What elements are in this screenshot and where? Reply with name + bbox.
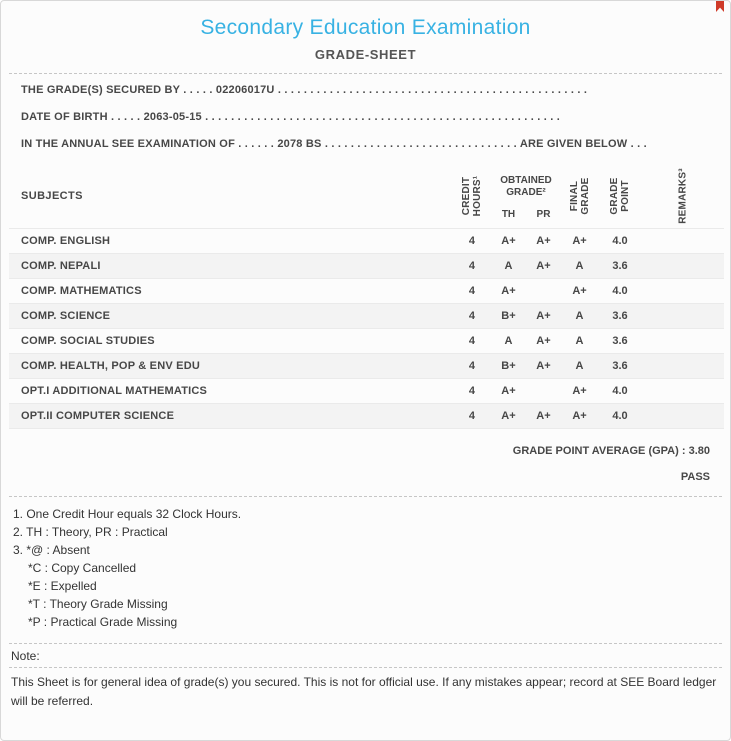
pr-grade-cell (526, 379, 561, 404)
th-grade-cell: B+ (491, 354, 526, 379)
final-grade-cell: A (561, 254, 598, 279)
grade-point-cell: 3.6 (598, 354, 642, 379)
grade-point-cell: 3.6 (598, 329, 642, 354)
symbol-number-value: 02206017U (215, 84, 275, 96)
dob-value: 2063-05-15 (143, 111, 202, 123)
info-line-secured-by (21, 77, 710, 104)
remarks-cell (642, 279, 724, 304)
remarks-cell (642, 354, 724, 379)
gpa-line (21, 445, 710, 457)
remarks-cell (642, 329, 724, 354)
dotted-leader: . . . . . . (238, 138, 275, 150)
pr-grade-cell: A+ (526, 354, 561, 379)
grade-point-label: GRADE POINT (609, 177, 631, 215)
credit-hours-cell: 4 (453, 404, 491, 429)
grade-point-cell: 3.6 (598, 254, 642, 279)
credit-hours-cell: 4 (453, 354, 491, 379)
remarks-cell (642, 229, 724, 254)
subject-cell: COMP. ENGLISH (9, 229, 453, 254)
final-grade-cell: A+ (561, 404, 598, 429)
th-grade-cell: A+ (491, 279, 526, 304)
page-title: Secondary Education Examination (200, 16, 531, 39)
info-line-dob (21, 104, 710, 131)
dotted-leader: . . . . . (183, 84, 213, 96)
footnote: *C : Copy Cancelled (28, 561, 137, 575)
pr-grade-cell: A+ (526, 404, 561, 429)
col-header-th: TH (501, 209, 516, 221)
grade-point-cell: 4.0 (598, 379, 642, 404)
pr-grade-cell: A+ (526, 229, 561, 254)
table-row (9, 304, 724, 329)
grades-table (9, 164, 724, 429)
th-grade-cell: A (491, 329, 526, 354)
table-row (9, 379, 724, 404)
credit-hours-cell: 4 (453, 329, 491, 354)
grade-point-cell: 3.6 (598, 304, 642, 329)
corner-ribbon-icon[interactable] (716, 1, 724, 12)
result-summary (1, 429, 730, 483)
grades-table-body (9, 229, 724, 429)
table-row (9, 354, 724, 379)
gpa-value: 3.80 (688, 445, 710, 457)
th-grade-cell: A+ (491, 379, 526, 404)
exam-year-label: IN THE ANNUAL SEE EXAMINATION OF (21, 138, 235, 150)
credit-hours-label: CREDIT HOURS¹ (460, 175, 483, 217)
col-header-obtained-grade: OBTAINED GRADE² (500, 175, 552, 199)
final-grade-cell: A (561, 304, 598, 329)
gpa-label: GRADE POINT AVERAGE (GPA) : (512, 445, 686, 457)
th-grade-cell: B+ (491, 304, 526, 329)
credit-hours-cell: 4 (453, 279, 491, 304)
page-subtitle: GRADE-SHEET (314, 47, 417, 62)
remarks-cell (642, 254, 724, 279)
subject-cell: OPT.II COMPUTER SCIENCE (9, 404, 453, 429)
table-row (9, 329, 724, 354)
remarks-cell (642, 304, 724, 329)
grade-point-cell: 4.0 (598, 229, 642, 254)
candidate-info (1, 74, 730, 160)
subject-cell: COMP. SCIENCE (9, 304, 453, 329)
col-header-grade-point (598, 164, 642, 229)
remarks-cell (642, 404, 724, 429)
exam-year-value: 2078 BS (277, 138, 322, 150)
grades-table-header (9, 164, 724, 229)
remarks-cell (642, 379, 724, 404)
credit-hours-cell: 4 (453, 379, 491, 404)
subject-cell: OPT.I ADDITIONAL MATHEMATICS (9, 379, 453, 404)
secured-by-label: THE GRADE(S) SECURED BY (21, 84, 181, 96)
grade-point-cell: 4.0 (598, 404, 642, 429)
credit-hours-cell: 4 (453, 254, 491, 279)
pr-grade-cell: A+ (526, 254, 561, 279)
subject-cell: COMP. SOCIAL STUDIES (9, 329, 453, 354)
info-line-exam-year (21, 131, 710, 158)
subject-cell: COMP. HEALTH, POP & ENV EDU (9, 354, 453, 379)
final-grade-label: FINAL GRADE (568, 177, 591, 215)
col-header-subjects: SUBJECTS (21, 190, 83, 202)
dotted-leader: . . . . . . . . . . . . . . . . . . . . . . . . . . . . . . . . . . . . . . . . . . . . . . . . . . . . . . . (205, 111, 561, 123)
footnote: 1. One Credit Hour equals 32 Clock Hours. (13, 507, 242, 521)
grade-point-cell: 4.0 (598, 279, 642, 304)
col-header-final-grade (561, 164, 598, 229)
footnotes (1, 497, 730, 634)
dotted-leader: . . . . . (111, 111, 141, 123)
table-row (9, 229, 724, 254)
dob-label: DATE OF BIRTH (21, 111, 108, 123)
credit-hours-cell: 4 (453, 304, 491, 329)
footnote: *T : Theory Grade Missing (28, 597, 168, 611)
footnote: *P : Practical Grade Missing (28, 615, 178, 629)
table-row (9, 279, 724, 304)
th-grade-cell: A (491, 254, 526, 279)
pr-grade-cell: A+ (526, 329, 561, 354)
subject-cell: COMP. MATHEMATICS (9, 279, 453, 304)
final-grade-cell: A (561, 354, 598, 379)
credit-hours-cell: 4 (453, 229, 491, 254)
footnote: *E : Expelled (28, 579, 97, 593)
note-label: Note: (11, 649, 40, 663)
final-grade-cell: A+ (561, 229, 598, 254)
table-row (9, 254, 724, 279)
col-header-credit-hours (453, 164, 491, 229)
footnote: 3. *@ : Absent (13, 543, 90, 557)
dotted-leader: . . . . . . . . . . . . . . . . . . . . . . . . . . . . . . (324, 138, 517, 150)
col-header-remarks (642, 164, 724, 229)
th-grade-cell: A+ (491, 229, 526, 254)
pr-grade-cell (526, 279, 561, 304)
table-row (9, 404, 724, 429)
remarks-label: REMARKS³ (677, 168, 689, 224)
footnote: 2. TH : Theory, PR : Practical (13, 525, 168, 539)
final-grade-cell: A (561, 329, 598, 354)
pr-grade-cell: A+ (526, 304, 561, 329)
dotted-leader: . . . . . . . . . . . . . . . . . . . . . . . . . . . . . . . . . . . . . . . . . . . . . . . . (277, 84, 588, 96)
subject-cell: COMP. NEPALI (9, 254, 453, 279)
result-status: PASS (680, 471, 710, 483)
final-grade-cell: A+ (561, 279, 598, 304)
th-grade-cell: A+ (491, 404, 526, 429)
col-header-pr: PR (536, 209, 551, 221)
final-grade-cell: A+ (561, 379, 598, 404)
exam-year-suffix: ARE GIVEN BELOW . . . (519, 138, 647, 150)
note-text: This Sheet is for general idea of grade(s) you secured. This is not for official use. If any mistakes appear; record at SEE Board ledger will be referred. (11, 675, 717, 708)
